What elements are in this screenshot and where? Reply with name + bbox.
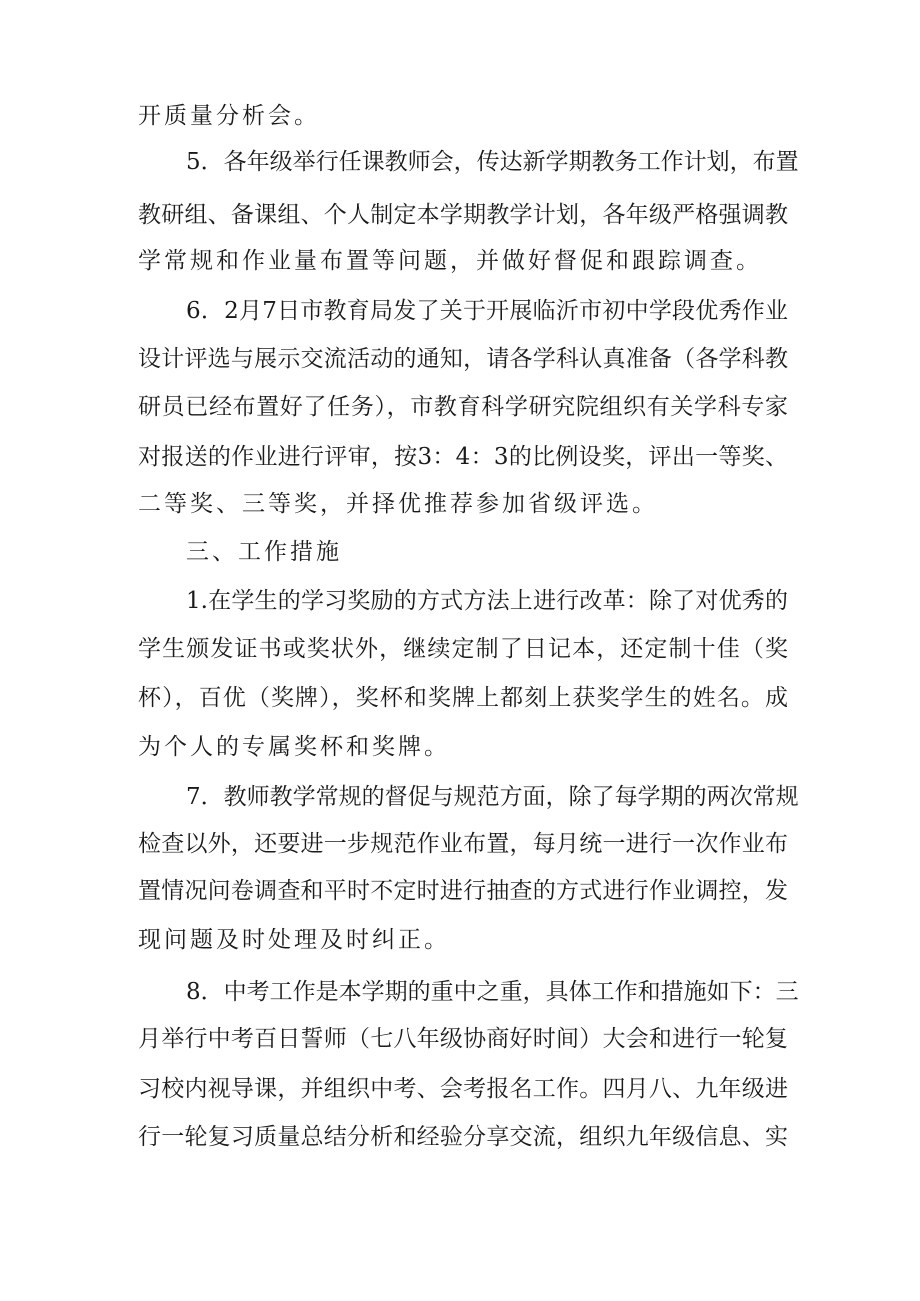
text-line: 学常规和作业量布置等问题，并做好督促和跟踪调查。 xyxy=(138,248,762,274)
text-line: 1.在学生的学习奖励的方式方法上进行改革：除了对优秀的 xyxy=(186,588,788,614)
text-line: 二等奖、三等奖，并择优推荐参加省级评选。 xyxy=(138,491,658,517)
text-line: 习校内视导课，并组织中考、会考报名工作。四月八、九年级进 xyxy=(138,1076,788,1102)
text-line: 杯），百优（奖牌），奖杯和奖牌上都刻上获奖学生的姓名。成 xyxy=(138,685,788,711)
text-line: 8．中考工作是本学期的重中之重，具体工作和措施如下：三 xyxy=(186,979,799,1005)
text-line: 学生颁发证书或奖状外，继续定制了日记本，还定制十佳（奖 xyxy=(138,636,788,662)
text-line: 5．各年级举行任课教师会，传达新学期教务工作计划，布置 xyxy=(186,149,799,175)
text-line: 检查以外，还要进一步规范作业布置，每月统一进行一次作业布 xyxy=(138,831,788,857)
text-line: 7．教师教学常规的督促与规范方面，除了每学期的两次常规 xyxy=(186,784,799,810)
text-line: 6．2月7日市教育局发了关于开展临沂市初中学段优秀作业 xyxy=(186,298,788,324)
text-line: 为个人的专属奖杯和奖牌。 xyxy=(138,734,450,760)
text-line: 研员已经布置好了任务），市教育科学研究院组织有关学科专家 xyxy=(138,394,788,420)
text-line: 置情况问卷调查和平时不定时进行抽查的方式进行作业调控，发 xyxy=(138,878,788,904)
text-line: 教研组、备课组、个人制定本学期教学计划，各年级严格强调教 xyxy=(138,202,788,228)
text-line: 对报送的作业进行评审，按3：4：3的比例设奖，评出一等奖、 xyxy=(138,444,788,470)
text-line: 行一轮复习质量总结分析和经验分享交流，组织九年级信息、实 xyxy=(138,1124,788,1150)
section-heading: 三、工作措施 xyxy=(186,539,342,565)
text-line: 开质量分析会。 xyxy=(138,103,320,129)
text-line: 现问题及时处理及时纠正。 xyxy=(138,927,450,953)
text-line: 月举行中考百日誓师（七八年级协商好时间）大会和进行一轮复 xyxy=(138,1026,788,1052)
text-line: 设计评选与展示交流活动的通知，请各学科认真准备（各学科教 xyxy=(138,346,788,372)
